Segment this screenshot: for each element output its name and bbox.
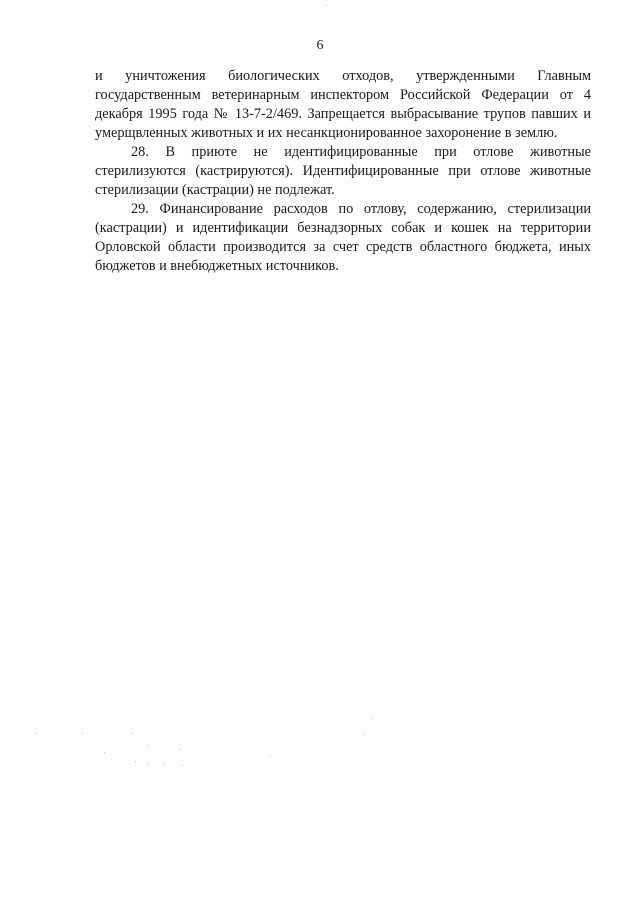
scan-speck [82, 733, 83, 734]
scan-speck [131, 733, 132, 734]
scan-speck [164, 764, 165, 765]
scan-speck [148, 764, 149, 765]
scan-speck [135, 761, 136, 762]
paragraph-continuation: и уничтожения биологических отходов, утвержденными Главным государственным ветеринарным инспектором Российской Федерации от 4 декабря 1995 года № 13-7-2/469. Запрещается выбрасывание трупов павших и умерщвленных животных и их несанкционированное захоронение в землю. [95, 68, 591, 141]
paragraph-28: 28. В приюте не идентифицированные при отлове животные стерилизуются (кастрируются). Идентифицированные при отлове животные стерилизации (кастрации) не подлежат. [95, 144, 591, 198]
scan-speck [180, 749, 181, 750]
paragraph-29: 29. Финансирование расходов по отлову, содержанию, стерилизации (кастрации) и идентификации безнадзорных собак и кошек на территории Орловской области производится за счет средств областного бюджета, иных бюджетов и внебюджетных источников. [95, 201, 591, 274]
scan-speck [371, 718, 372, 719]
scan-speck [270, 756, 271, 757]
page-number: 6 [316, 38, 324, 53]
document-body [95, 67, 591, 276]
scan-speck [35, 733, 36, 734]
scan-speck [148, 745, 149, 746]
scan-speck [326, 5, 327, 6]
scan-speck [364, 734, 365, 735]
scan-speck [182, 765, 183, 766]
scan-speck [104, 752, 105, 753]
